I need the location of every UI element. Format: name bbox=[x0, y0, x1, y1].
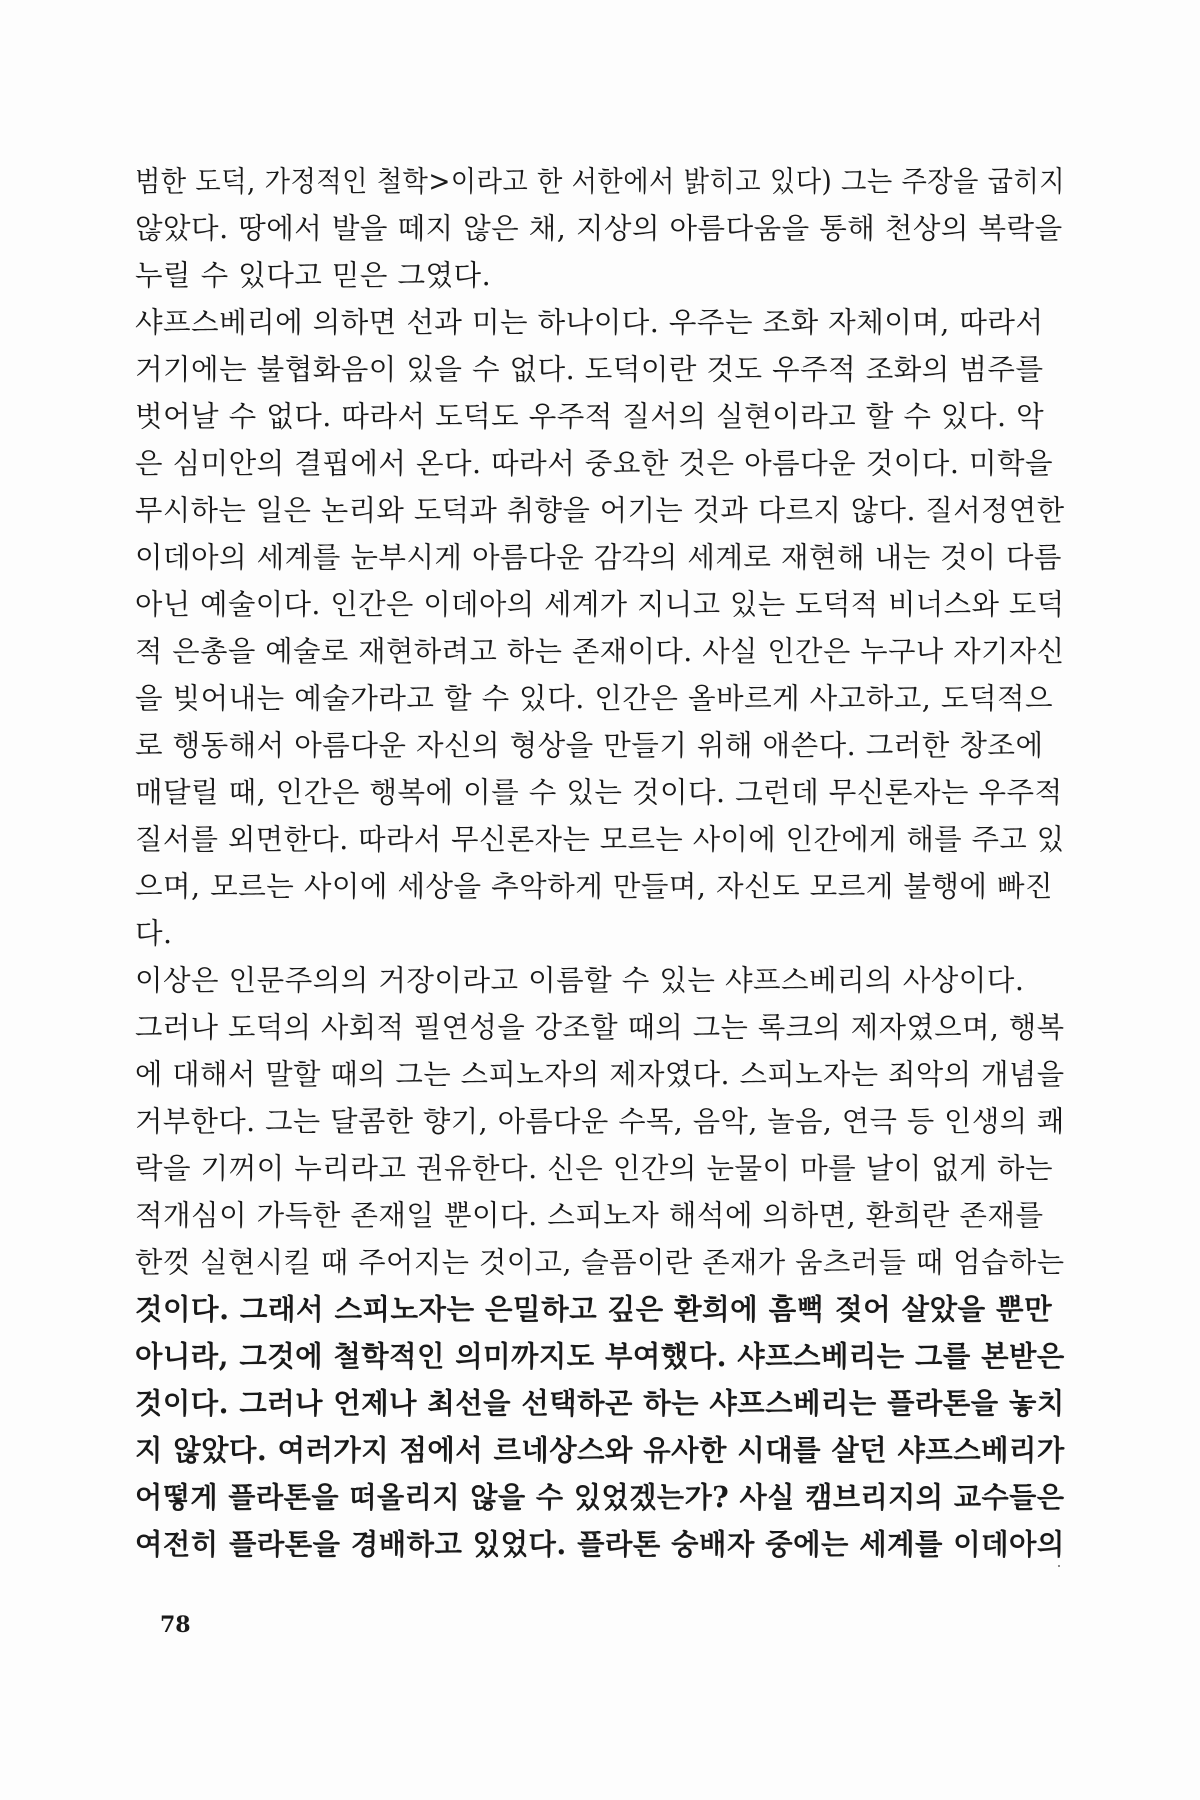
text-line: 이데아의 세계를 눈부시게 아름다운 감각의 세계로 재현해 내는 것이 다름 bbox=[135, 541, 1062, 574]
text-line: 로 행동해서 아름다운 자신의 형상을 만들기 위해 애쓴다. 그러한 창조에 bbox=[135, 729, 1044, 762]
text-line: 거기에는 불협화음이 있을 수 없다. 도덕이란 것도 우주적 조화의 범주를 bbox=[135, 353, 1044, 386]
text-line: 매달릴 때, 인간은 행복에 이를 수 있는 것이다. 그런데 무신론자는 우주적 bbox=[135, 776, 1063, 809]
text-line: 무시하는 일은 논리와 도덕과 취향을 어기는 것과 다르지 않다. 질서정연한 bbox=[135, 494, 1065, 527]
text-line: 다. bbox=[135, 917, 173, 950]
scan-speck bbox=[1058, 1565, 1060, 1567]
text-line: 락을 기꺼이 누리라고 권유한다. 신은 인간의 눈물이 마를 날이 없게 하는 bbox=[135, 1152, 1054, 1185]
text-line: 샤프스베리에 의하면 선과 미는 하나이다. 우주는 조화 자체이며, 따라서 bbox=[135, 306, 1044, 339]
text-line: 벗어날 수 없다. 따라서 도덕도 우주적 질서의 실현이라고 할 수 있다. 악 bbox=[135, 400, 1045, 433]
text-line: 아닌 예술이다. 인간은 이데아의 세계가 지니고 있는 도덕적 비너스와 도덕 bbox=[135, 588, 1065, 621]
text-line: 것이다. 그래서 스피노자는 은밀하고 깊은 환희에 흠뻑 젖어 살았을 뿐만 bbox=[135, 1292, 1053, 1326]
page-number: 78 bbox=[160, 1612, 191, 1638]
text-line: 않았다. 땅에서 발을 떼지 않은 채, 지상의 아름다움을 통해 천상의 복락을 bbox=[135, 212, 1063, 245]
text-line: 질서를 외면한다. 따라서 무신론자는 모르는 사이에 인간에게 해를 주고 있 bbox=[135, 823, 1065, 856]
bold-text-section bbox=[135, 1286, 1065, 1568]
text-line: 적 은총을 예술로 재현하려고 하는 존재이다. 사실 인간은 누구나 자기자신 bbox=[135, 635, 1065, 668]
text-line: 어떻게 플라톤을 떠올리지 않을 수 있었겠는가? 사실 캠브리지의 교수들은 bbox=[135, 1480, 1065, 1514]
text-line: 을 빚어내는 예술가라고 할 수 있다. 인간은 올바르게 사고하고, 도덕적으 bbox=[135, 682, 1054, 715]
text-line: 거부한다. 그는 달콤한 향기, 아름다운 수목, 음악, 놀음, 연극 등 인생의 쾌 bbox=[135, 1105, 1065, 1138]
text-line: 것이다. 그러나 언제나 최선을 선택하곤 하는 샤프스베리는 플라톤을 놓치 bbox=[135, 1386, 1065, 1420]
text-line: 지 않았다. 여러가지 점에서 르네상스와 유사한 시대를 살던 샤프스베리가 bbox=[135, 1433, 1065, 1467]
text-line: 에 대해서 말할 때의 그는 스피노자의 제자였다. 스피노자는 죄악의 개념을 bbox=[135, 1058, 1065, 1091]
text-line: 으며, 모르는 사이에 세상을 추악하게 만들며, 자신도 모르게 불행에 빠진 bbox=[135, 870, 1054, 903]
text-line: 누릴 수 있다고 믿은 그였다. bbox=[135, 259, 492, 292]
text-line: 적개심이 가득한 존재일 뿐이다. 스피노자 해석에 의하면, 환희란 존재를 bbox=[135, 1199, 1044, 1232]
text-line: 이상은 인문주의의 거장이라고 이름할 수 있는 샤프스베리의 사상이다. bbox=[135, 964, 1025, 997]
text-line: 아니라, 그것에 철학적인 의미까지도 부여했다. 샤프스베리는 그를 본받은 bbox=[135, 1339, 1065, 1373]
text-line: 범한 도덕, 가정적인 철학>이라고 한 서한에서 밝히고 있다) 그는 주장을 굽히지 bbox=[135, 165, 1066, 198]
text-line: 한껏 실현시킬 때 주어지는 것이고, 슬픔이란 존재가 움츠러들 때 엄습하는 bbox=[135, 1246, 1065, 1279]
text-line: 그러나 도덕의 사회적 필연성을 강조할 때의 그는 록크의 제자였으며, 행복 bbox=[135, 1011, 1065, 1044]
text-line: 여전히 플라톤을 경배하고 있었다. 플라톤 숭배자 중에는 세계를 이데아의 bbox=[135, 1527, 1065, 1561]
text-line: 은 심미안의 결핍에서 온다. 따라서 중요한 것은 아름다운 것이다. 미학을 bbox=[135, 447, 1054, 480]
body-text bbox=[135, 158, 1065, 1568]
